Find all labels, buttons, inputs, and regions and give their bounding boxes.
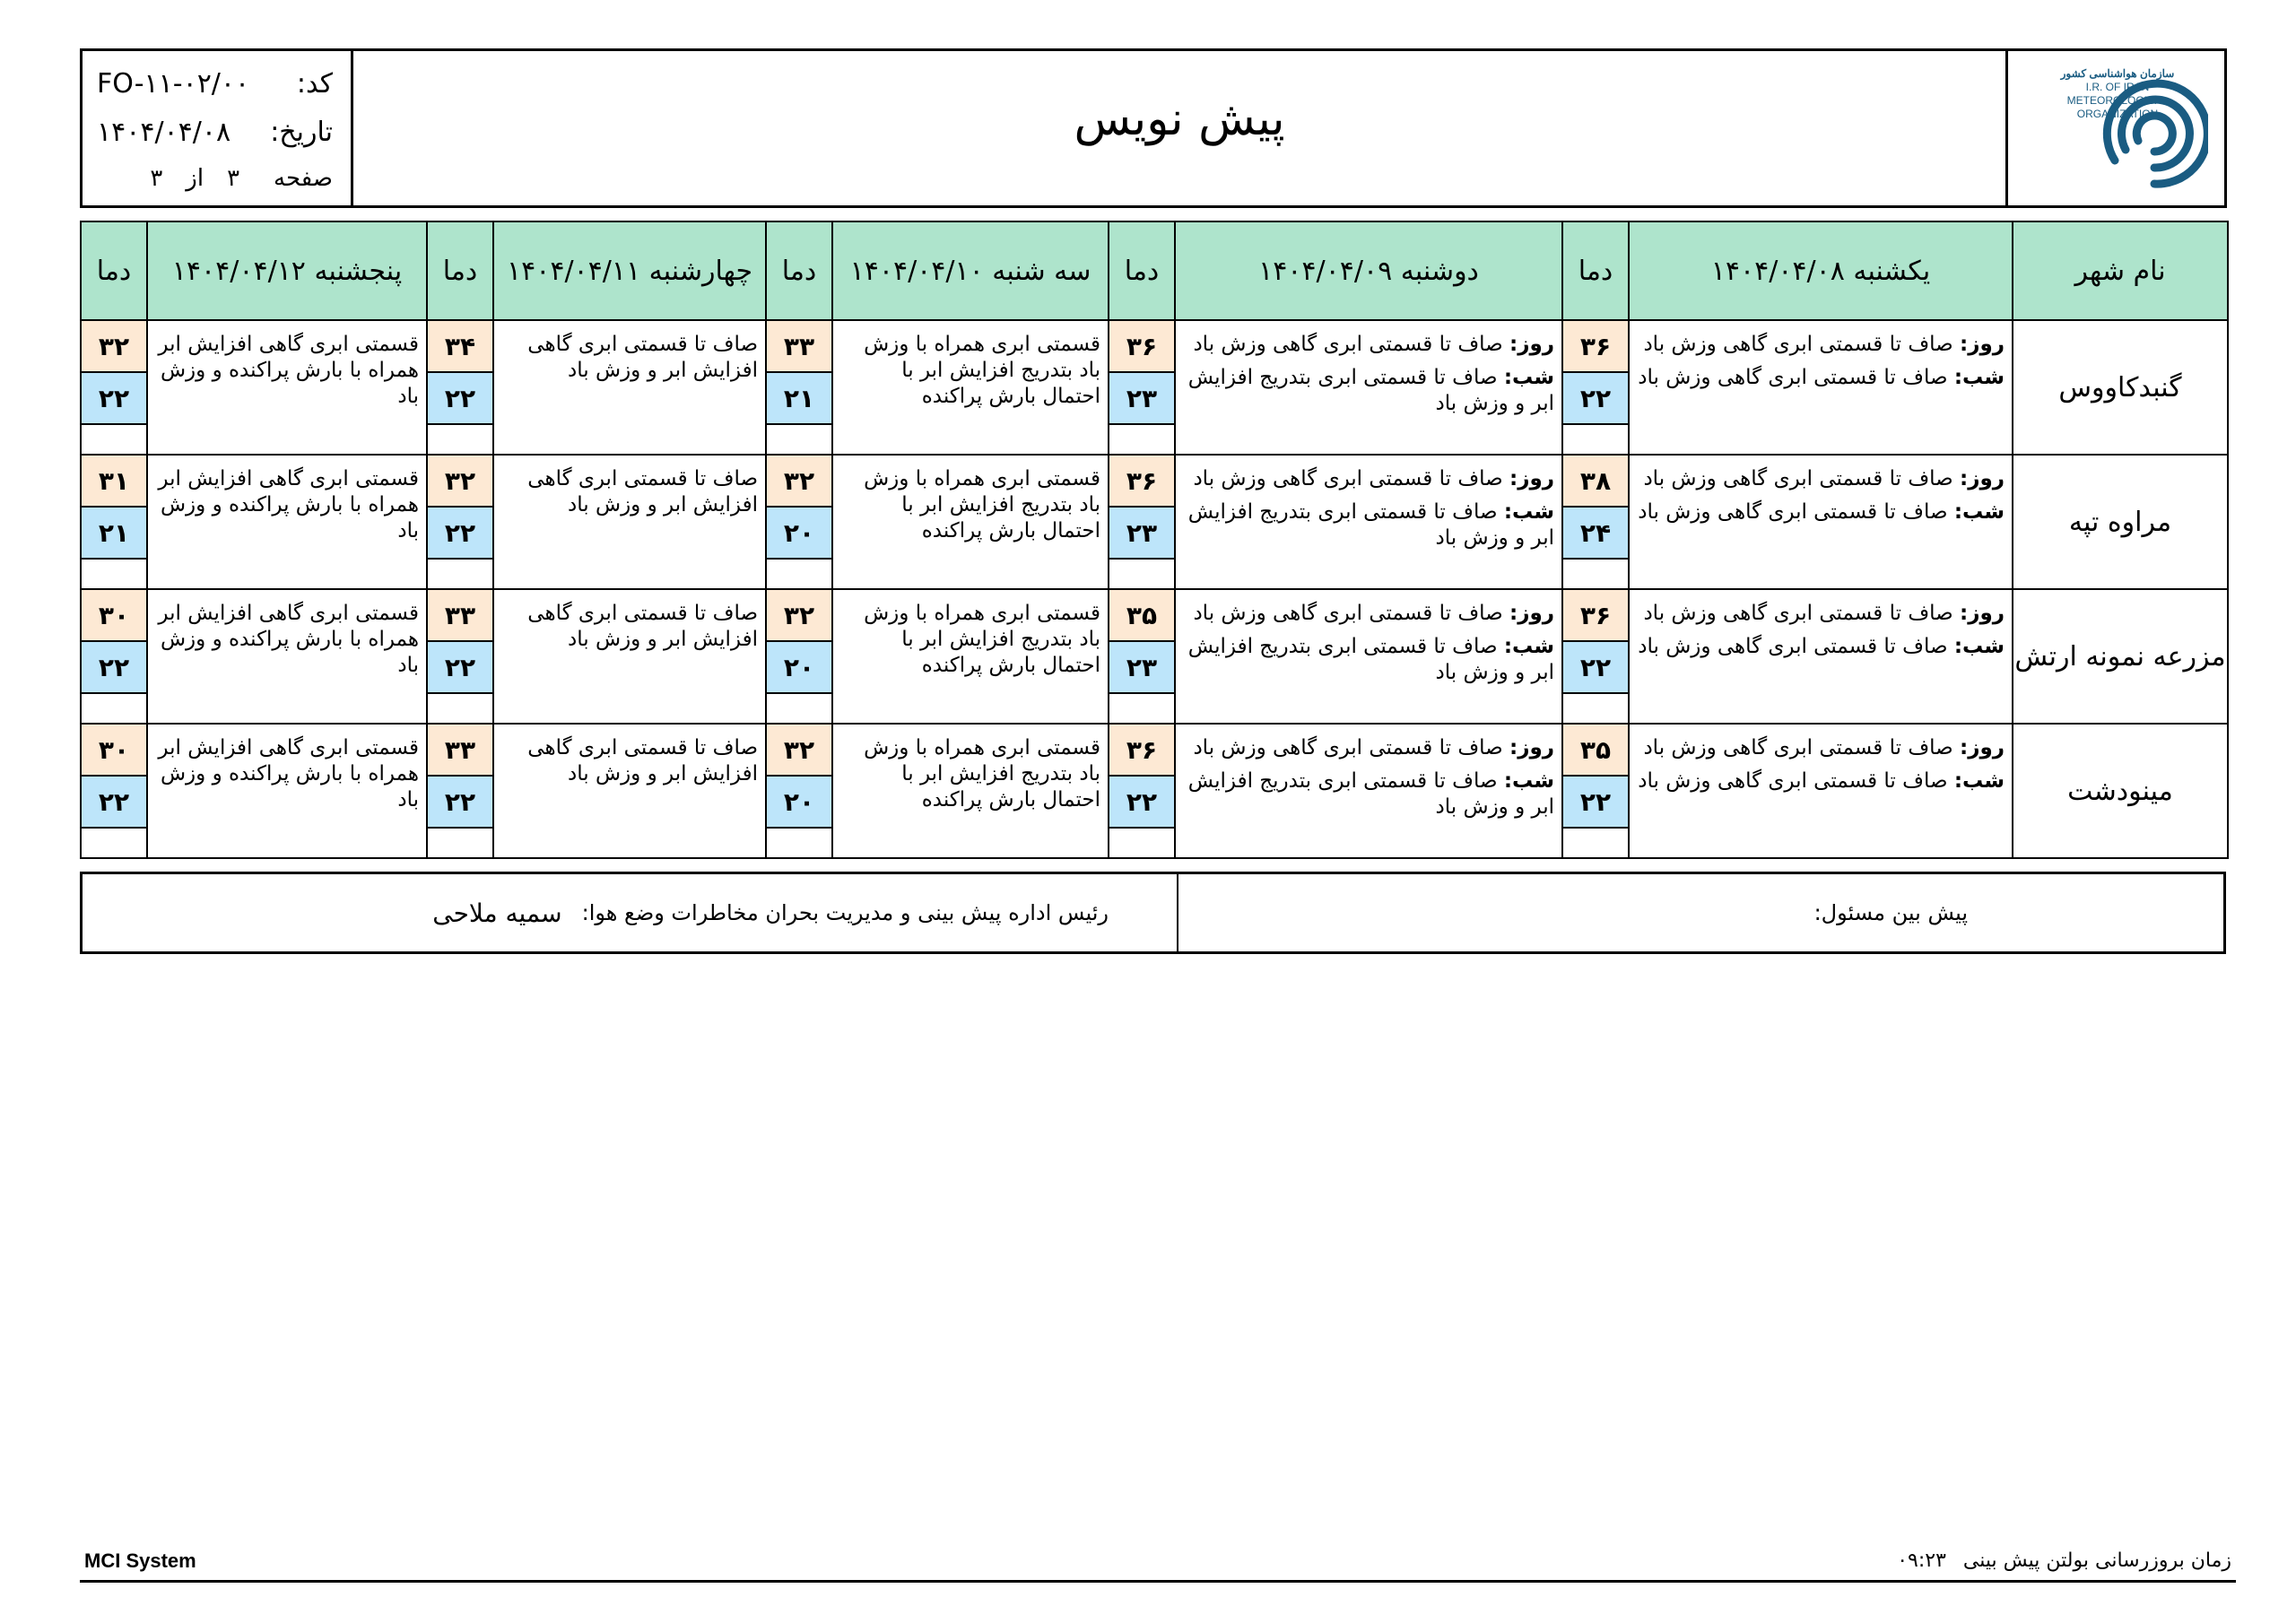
day-forecast (1635, 735, 2005, 761)
max-temp: ۳۸ (1563, 456, 1628, 508)
day-label: روز: (1960, 602, 2005, 625)
max-temp: ۳۵ (1109, 590, 1174, 642)
table-header-row (81, 221, 2228, 320)
day-forecast (1635, 466, 2005, 492)
night-forecast-text: صاف تا قسمتی ابری بتدریج افزایش ابر و وزش باد (1187, 769, 1554, 819)
forecast-text: قسمتی ابری گاهی افزایش ابر همراه با بارش پراکنده و وزش باد (158, 602, 419, 677)
day-header: یکشنبه ۱۴۰۴/۰۴/۰۸ (1629, 221, 2013, 320)
temp-cell (81, 320, 147, 455)
table-row (81, 724, 2228, 858)
date-row (97, 110, 333, 153)
forecast-text: قسمتی ابری گاهی افزایش ابر همراه با بارش پراکنده و وزش باد (158, 333, 419, 408)
min-temp: ۲۴ (1563, 508, 1628, 560)
min-temp: ۲۰ (767, 642, 831, 694)
forecast-cell (1175, 589, 1562, 724)
min-temp: ۲۳ (1109, 373, 1174, 425)
min-temp: ۲۳ (1109, 508, 1174, 560)
temp-cell (427, 724, 493, 858)
day-label: روز: (1960, 333, 2005, 356)
forecast-text: قسمتی ابری همراه با وزش باد بتدریج افزایش ابر با احتمال بارش پراکنده (864, 333, 1100, 408)
temp-cell (766, 589, 832, 724)
code-value: FO-۱۱-۰۲/۰۰ (97, 67, 250, 100)
footer-divider (80, 1580, 2236, 1583)
max-temp: ۳۴ (428, 321, 492, 373)
day-label: روز: (1509, 736, 1554, 759)
max-temp: ۳۶ (1109, 321, 1174, 373)
night-forecast (1635, 634, 2005, 660)
page-label: صفحه (274, 165, 333, 192)
page-total: ۳ (150, 165, 163, 192)
code-row (97, 62, 333, 105)
night-label: شب: (1953, 635, 2005, 658)
night-forecast (1181, 499, 1554, 551)
day-header: دوشنبه ۱۴۰۴/۰۴/۰۹ (1175, 221, 1562, 320)
min-temp: ۲۲ (428, 777, 492, 829)
temp-cell (1109, 455, 1175, 589)
temp-cell (81, 724, 147, 858)
forecast-text: صاف تا قسمتی ابری گاهی افزایش ابر و وزش باد (527, 736, 758, 785)
min-temp: ۲۲ (1563, 777, 1628, 829)
max-temp: ۳۳ (428, 725, 492, 777)
forecast-cell (147, 724, 427, 858)
min-temp: ۲۱ (82, 508, 146, 560)
max-temp: ۳۶ (1109, 725, 1174, 777)
min-temp: ۲۲ (82, 642, 146, 694)
temp-header: دما (1109, 221, 1175, 320)
night-forecast (1635, 365, 2005, 391)
night-forecast-text: صاف تا قسمتی ابری بتدریج افزایش ابر و وزش باد (1187, 500, 1554, 550)
forecast-cell (493, 455, 766, 589)
day-header: پنجشنبه ۱۴۰۴/۰۴/۱۲ (147, 221, 427, 320)
forecast-text: قسمتی ابری همراه با وزش باد بتدریج افزایش ابر با احتمال بارش پراکنده (864, 467, 1100, 542)
max-temp: ۳۰ (82, 590, 146, 642)
temp-cell (766, 724, 832, 858)
max-temp: ۳۵ (1563, 725, 1628, 777)
min-temp: ۲۲ (82, 373, 146, 425)
page-of: از (186, 165, 204, 192)
temp-cell (1562, 455, 1629, 589)
city-name: مینودشت (2013, 724, 2228, 858)
temp-cell (1109, 320, 1175, 455)
temp-cell (766, 455, 832, 589)
logo-text-en1: I.R. OF IRAN (2085, 81, 2150, 93)
forecast-text: صاف تا قسمتی ابری گاهی افزایش ابر و وزش باد (527, 602, 758, 651)
max-temp: ۳۰ (82, 725, 146, 777)
max-temp: ۳۳ (428, 590, 492, 642)
date-label: تاریخ: (270, 116, 333, 148)
min-temp: ۲۲ (1563, 642, 1628, 694)
date-value: ۱۴۰۴/۰۴/۰۸ (97, 116, 231, 148)
forecast-text: صاف تا قسمتی ابری گاهی افزایش ابر و وزش باد (527, 333, 758, 382)
day-forecast-text: صاف تا قسمتی ابری گاهی وزش باد (1643, 467, 1953, 490)
table-row (81, 589, 2228, 724)
forecast-cell (832, 320, 1109, 455)
page-current: ۳ (227, 165, 240, 192)
day-label: روز: (1509, 602, 1554, 625)
forecast-cell (1629, 320, 2013, 455)
night-label: شب: (1503, 769, 1554, 793)
max-temp: ۳۱ (82, 456, 146, 508)
temp-cell (1109, 724, 1175, 858)
forecast-text: قسمتی ابری گاهی افزایش ابر همراه با بارش پراکنده و وزش باد (158, 467, 419, 542)
logo-text-en3: ORGANIZATION (2076, 108, 2159, 120)
night-forecast-text: صاف تا قسمتی ابری بتدریج افزایش ابر و وزش باد (1187, 366, 1554, 415)
forecast-cell (832, 724, 1109, 858)
document-info (83, 51, 353, 205)
forecast-cell (147, 455, 427, 589)
forecaster-label: پیش بین مسئول: (1813, 900, 1968, 925)
max-temp: ۳۲ (767, 590, 831, 642)
update-time: ۰۹:۲۳ (1897, 1549, 1946, 1572)
night-label: شب: (1503, 366, 1554, 389)
night-forecast-text: صاف تا قسمتی ابری گاهی وزش باد (1638, 635, 1948, 658)
forecast-cell (493, 589, 766, 724)
day-label: روز: (1960, 467, 2005, 490)
forecast-cell (832, 455, 1109, 589)
city-header: نام شهر (2013, 221, 2228, 320)
day-forecast-text: صاف تا قسمتی ابری گاهی وزش باد (1193, 467, 1503, 490)
max-temp: ۳۲ (428, 456, 492, 508)
max-temp: ۳۲ (82, 321, 146, 373)
forecast-cell (1629, 589, 2013, 724)
table-row (81, 455, 2228, 589)
max-temp: ۳۶ (1109, 456, 1174, 508)
table-row (81, 320, 2228, 455)
night-label: شب: (1953, 366, 2005, 389)
temp-cell (1562, 589, 1629, 724)
temp-cell (81, 589, 147, 724)
page-title (353, 51, 2005, 205)
forecast-cell (1629, 724, 2013, 858)
update-label: زمان بروزرسانی بولتن پیش بینی (1962, 1549, 2231, 1572)
max-temp: ۳۲ (767, 456, 831, 508)
day-forecast-text: صاف تا قسمتی ابری گاهی وزش باد (1193, 602, 1503, 625)
temp-header: دما (1562, 221, 1629, 320)
night-forecast (1181, 365, 1554, 417)
forecast-cell (493, 320, 766, 455)
logo-text-fa: سازمان هواشناسی کشور (2060, 67, 2175, 80)
system-name: MCI System (84, 1549, 196, 1572)
forecast-text: صاف تا قسمتی ابری گاهی افزایش ابر و وزش باد (527, 467, 758, 516)
night-label: شب: (1953, 769, 2005, 793)
day-label: روز: (1509, 333, 1554, 356)
logo-text-en2: METEOROLOGICAL (2066, 94, 2169, 107)
night-label: شب: (1503, 635, 1554, 658)
document-header (80, 48, 2227, 208)
logo-swirl-icon (2100, 74, 2208, 191)
day-forecast-text: صاف تا قسمتی ابری گاهی وزش باد (1643, 736, 1953, 759)
code-label: کد: (296, 67, 333, 100)
night-forecast-text: صاف تا قسمتی ابری بتدریج افزایش ابر و وزش باد (1187, 635, 1554, 684)
page-row (97, 157, 333, 200)
forecast-cell (147, 589, 427, 724)
night-label: شب: (1953, 500, 2005, 524)
night-forecast-text: صاف تا قسمتی ابری گاهی وزش باد (1638, 769, 1948, 793)
forecast-cell (1175, 455, 1562, 589)
day-header: سه شنبه ۱۴۰۴/۰۴/۱۰ (832, 221, 1109, 320)
forecast-cell (832, 589, 1109, 724)
forecast-cell (493, 724, 766, 858)
forecast-table (80, 221, 2229, 859)
forecast-text: قسمتی ابری همراه با وزش باد بتدریج افزایش ابر با احتمال بارش پراکنده (864, 736, 1100, 812)
page-title-text: پیش نویس (1074, 92, 1285, 146)
day-forecast-text: صاف تا قسمتی ابری گاهی وزش باد (1193, 333, 1503, 356)
night-forecast (1181, 634, 1554, 686)
max-temp: ۳۶ (1563, 590, 1628, 642)
night-forecast (1181, 768, 1554, 820)
day-forecast-text: صاف تا قسمتی ابری گاهی وزش باد (1643, 602, 1953, 625)
forecast-text: قسمتی ابری همراه با وزش باد بتدریج افزایش ابر با احتمال بارش پراکنده (864, 602, 1100, 677)
night-forecast-text: صاف تا قسمتی ابری گاهی وزش باد (1638, 366, 1948, 389)
min-temp: ۲۲ (428, 642, 492, 694)
day-forecast (1181, 601, 1554, 627)
chief-label: رئیس اداره پیش بینی و مدیریت بحران مخاطرات وضع هوا: (581, 900, 1109, 925)
night-forecast (1635, 768, 2005, 794)
min-temp: ۲۰ (767, 508, 831, 560)
temp-cell (427, 455, 493, 589)
forecast-cell (1175, 320, 1562, 455)
min-temp: ۲۳ (1109, 642, 1174, 694)
min-temp: ۲۲ (1563, 373, 1628, 425)
night-label: شب: (1503, 500, 1554, 524)
city-name: مراوه تپه (2013, 455, 2228, 589)
max-temp: ۳۳ (767, 321, 831, 373)
signature-box (80, 872, 2226, 954)
day-forecast (1635, 601, 2005, 627)
update-time-text (1897, 1549, 2231, 1572)
min-temp: ۲۲ (428, 373, 492, 425)
temp-cell (427, 589, 493, 724)
day-forecast (1181, 332, 1554, 358)
temp-cell (81, 455, 147, 589)
day-header: چهارشنبه ۱۴۰۴/۰۴/۱۱ (493, 221, 766, 320)
temp-cell (1562, 724, 1629, 858)
day-forecast (1181, 735, 1554, 761)
min-temp: ۲۰ (767, 777, 831, 829)
min-temp: ۲۲ (82, 777, 146, 829)
night-forecast (1635, 499, 2005, 525)
day-forecast-text: صاف تا قسمتی ابری گاهی وزش باد (1643, 333, 1953, 356)
temp-header: دما (766, 221, 832, 320)
max-temp: ۳۲ (767, 725, 831, 777)
day-forecast (1635, 332, 2005, 358)
city-name: مزرعه نمونه ارتش (2013, 589, 2228, 724)
temp-cell (1109, 589, 1175, 724)
organization-logo (2005, 51, 2224, 205)
chief-name: سمیه ملاحی (432, 898, 562, 928)
night-forecast-text: صاف تا قسمتی ابری گاهی وزش باد (1638, 500, 1948, 524)
max-temp: ۳۶ (1563, 321, 1628, 373)
temp-cell (427, 320, 493, 455)
day-forecast (1181, 466, 1554, 492)
forecast-cell (1629, 455, 2013, 589)
day-label: روز: (1960, 736, 2005, 759)
forecaster-cell (1177, 874, 2223, 951)
forecast-cell (1175, 724, 1562, 858)
min-temp: ۲۲ (428, 508, 492, 560)
temp-header: دما (427, 221, 493, 320)
city-name: گنبدکاووس (2013, 320, 2228, 455)
forecast-cell (147, 320, 427, 455)
chief-cell (83, 874, 1182, 951)
temp-cell (766, 320, 832, 455)
min-temp: ۲۱ (767, 373, 831, 425)
temp-header: دما (81, 221, 147, 320)
temp-cell (1562, 320, 1629, 455)
day-forecast-text: صاف تا قسمتی ابری گاهی وزش باد (1193, 736, 1503, 759)
forecast-text: قسمتی ابری گاهی افزایش ابر همراه با بارش پراکنده و وزش باد (158, 736, 419, 812)
day-label: روز: (1509, 467, 1554, 490)
min-temp: ۲۲ (1109, 777, 1174, 829)
